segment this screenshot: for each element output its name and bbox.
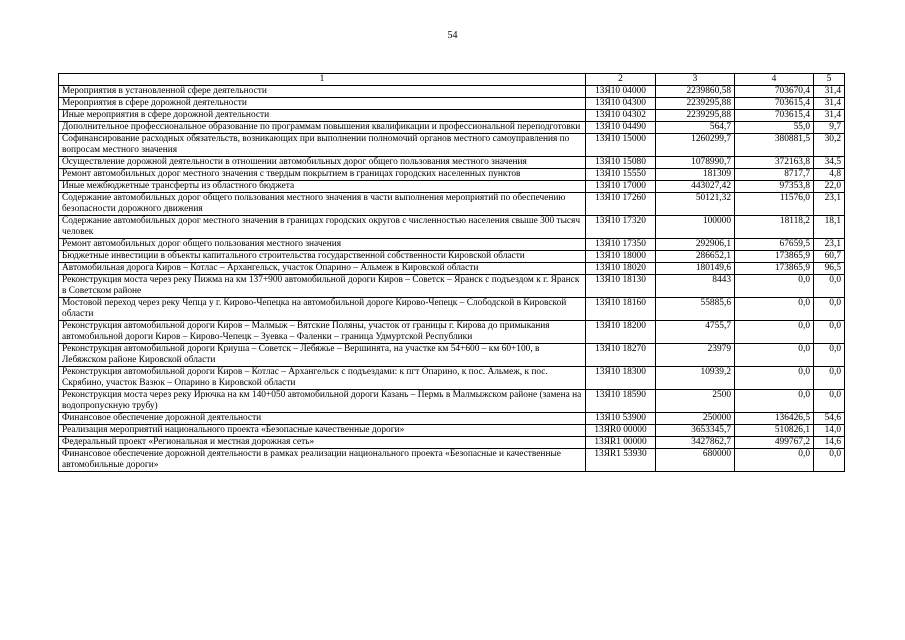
row-name-cell: Автомобильная дорога Киров – Котлас – Архангельск, участок Опарино – Альмеж в Кировской области (59, 263, 586, 275)
row-plan-cell: 2239860,58 (656, 86, 735, 98)
row-percent-cell: 96,5 (814, 263, 845, 275)
row-code-cell: 13Я10 18300 (586, 367, 656, 390)
row-percent-cell: 0,0 (814, 275, 845, 298)
row-fact-cell: 0,0 (735, 298, 814, 321)
table-row (59, 122, 845, 134)
table-row (59, 193, 845, 216)
row-fact-cell: 0,0 (735, 344, 814, 367)
row-name-cell: Реконструкция моста через реку Пижма на км 137+900 автомобильной дороги Киров – Советск – Яранск с подъездом к г. Яранск в Советском районе (59, 275, 586, 298)
row-name-cell: Бюджетные инвестиции в объекты капитального строительства государственной собственности Кировской области (59, 251, 586, 263)
row-percent-cell: 0,0 (814, 390, 845, 413)
row-name-cell: Федеральный проект «Региональная и местная дорожная сеть» (59, 437, 586, 449)
table-row (59, 344, 845, 367)
row-code-cell: 13Я10 18000 (586, 251, 656, 263)
row-name-cell: Содержание автомобильных дорог общего пользования местного значения в части выполнения мероприятий по обеспечению безопасности дорожного движения (59, 193, 586, 216)
row-percent-cell: 23,1 (814, 239, 845, 251)
table-row (59, 169, 845, 181)
row-percent-cell: 22,0 (814, 181, 845, 193)
row-fact-cell: 703615,4 (735, 98, 814, 110)
row-name-cell: Иные межбюджетные трансферты из областного бюджета (59, 181, 586, 193)
table-row (59, 298, 845, 321)
row-fact-cell: 0,0 (735, 390, 814, 413)
row-plan-cell: 680000 (656, 449, 735, 472)
row-code-cell: 13ЯR1 53930 (586, 449, 656, 472)
table-row (59, 134, 845, 157)
row-code-cell: 13Я10 17000 (586, 181, 656, 193)
row-fact-cell: 0,0 (735, 449, 814, 472)
row-plan-cell: 564,7 (656, 122, 735, 134)
row-code-cell: 13Я10 18160 (586, 298, 656, 321)
header-row (59, 74, 845, 86)
row-code-cell: 13Я10 04302 (586, 110, 656, 122)
row-percent-cell: 9,7 (814, 122, 845, 134)
row-code-cell: 13Я10 18270 (586, 344, 656, 367)
row-name-cell: Ремонт автомобильных дорог общего пользования местного значения (59, 239, 586, 251)
row-code-cell: 13Я10 18200 (586, 321, 656, 344)
row-code-cell: 13Я10 04000 (586, 86, 656, 98)
row-name-cell: Содержание автомобильных дорог местного значения в границах городских округов с численностью населения свыше 300 тысяч человек (59, 216, 586, 239)
row-name-cell: Мероприятия в установленной сфере деятельности (59, 86, 586, 98)
row-percent-cell: 18,1 (814, 216, 845, 239)
row-plan-cell: 2239295,88 (656, 98, 735, 110)
row-plan-cell: 250000 (656, 413, 735, 425)
table-row (59, 367, 845, 390)
header-cell: 1 (59, 74, 586, 86)
table-row (59, 275, 845, 298)
budget-table (58, 73, 845, 472)
row-plan-cell: 1078990,7 (656, 157, 735, 169)
row-fact-cell: 8717,7 (735, 169, 814, 181)
row-code-cell: 13Я10 17320 (586, 216, 656, 239)
row-name-cell: Финансовое обеспечение дорожной деятельности (59, 413, 586, 425)
row-plan-cell: 4755,7 (656, 321, 735, 344)
table-body (59, 74, 845, 472)
row-percent-cell: 0,0 (814, 321, 845, 344)
row-percent-cell: 4,8 (814, 169, 845, 181)
row-name-cell: Реконструкция автомобильной дороги Киров – Малмыж – Вятские Поляны, участок от границы г. Кирова до примыкания автомобильной дороги Киров – Кирово-Чепецк – Зуевка – Фаленки – граница Удмуртской Республики (59, 321, 586, 344)
table-row (59, 181, 845, 193)
row-code-cell: 13ЯR0 00000 (586, 425, 656, 437)
row-fact-cell: 67659,5 (735, 239, 814, 251)
table-row (59, 251, 845, 263)
row-name-cell: Дополнительное профессиональное образование по программам повышения квалификации и профессиональной переподготовки (59, 122, 586, 134)
row-fact-cell: 703615,4 (735, 110, 814, 122)
row-code-cell: 13Я10 15000 (586, 134, 656, 157)
row-plan-cell: 100000 (656, 216, 735, 239)
row-code-cell: 13Я10 17350 (586, 239, 656, 251)
row-fact-cell: 380881,5 (735, 134, 814, 157)
row-percent-cell: 31,4 (814, 86, 845, 98)
header-cell: 3 (656, 74, 735, 86)
row-percent-cell: 14,0 (814, 425, 845, 437)
row-name-cell: Мероприятия в сфере дорожной деятельности (59, 98, 586, 110)
row-fact-cell: 18118,2 (735, 216, 814, 239)
table-row (59, 321, 845, 344)
row-code-cell: 13Я10 04300 (586, 98, 656, 110)
row-name-cell: Мостовой переход через реку Чепца у г. Кирово-Чепецка на автомобильной дороге Кирово-Чепецк – Слободской в Кировской области (59, 298, 586, 321)
row-fact-cell: 55,0 (735, 122, 814, 134)
row-code-cell: 13Я10 17260 (586, 193, 656, 216)
row-fact-cell: 0,0 (735, 321, 814, 344)
row-name-cell: Реконструкция моста через реку Ирючка на км 140+050 автомобильной дороги Казань – Пермь в Малмыжском районе (замена на водопропускную трубу) (59, 390, 586, 413)
row-percent-cell: 30,2 (814, 134, 845, 157)
table-row (59, 425, 845, 437)
row-code-cell: 13Я10 18590 (586, 390, 656, 413)
row-plan-cell: 443027,42 (656, 181, 735, 193)
row-plan-cell: 3653345,7 (656, 425, 735, 437)
table-row (59, 413, 845, 425)
row-plan-cell: 181309 (656, 169, 735, 181)
table-row (59, 98, 845, 110)
row-plan-cell: 55885,6 (656, 298, 735, 321)
row-code-cell: 13Я10 18130 (586, 275, 656, 298)
row-fact-cell: 703670,4 (735, 86, 814, 98)
table-row (59, 437, 845, 449)
table-row (59, 86, 845, 98)
row-fact-cell: 0,0 (735, 367, 814, 390)
row-plan-cell: 292906,1 (656, 239, 735, 251)
row-fact-cell: 0,0 (735, 275, 814, 298)
header-cell: 2 (586, 74, 656, 86)
row-fact-cell: 11576,0 (735, 193, 814, 216)
row-percent-cell: 54,6 (814, 413, 845, 425)
table-row (59, 263, 845, 275)
table-row (59, 390, 845, 413)
row-name-cell: Реконструкция автомобильной дороги Киров – Котлас – Архангельск с подъездами: к пгт Опарино, к пос. Альмеж, к пос. Скрябино, участок Вазюк – Опарино в Кировской области (59, 367, 586, 390)
row-percent-cell: 31,4 (814, 98, 845, 110)
row-code-cell: 13Я10 18020 (586, 263, 656, 275)
row-plan-cell: 3427862,7 (656, 437, 735, 449)
row-code-cell: 13Я10 15080 (586, 157, 656, 169)
row-plan-cell: 286652,1 (656, 251, 735, 263)
row-fact-cell: 173865,9 (735, 263, 814, 275)
row-fact-cell: 499767,2 (735, 437, 814, 449)
row-code-cell: 13Я10 15550 (586, 169, 656, 181)
row-percent-cell: 0,0 (814, 298, 845, 321)
row-code-cell: 13ЯR1 00000 (586, 437, 656, 449)
row-name-cell: Реконструкция автомобильной дороги Криуша – Советск – Лебяжье – Вершинята, на участке км 54+600 – км 60+100, в Лебяжском районе Кировской области (59, 344, 586, 367)
row-percent-cell: 0,0 (814, 367, 845, 390)
row-fact-cell: 136426,5 (735, 413, 814, 425)
table-row (59, 449, 845, 472)
row-plan-cell: 2500 (656, 390, 735, 413)
row-plan-cell: 10939,2 (656, 367, 735, 390)
row-name-cell: Реализация мероприятий национального проекта «Безопасные качественные дороги» (59, 425, 586, 437)
row-fact-cell: 173865,9 (735, 251, 814, 263)
table-row (59, 157, 845, 169)
row-name-cell: Иные мероприятия в сфере дорожной деятельности (59, 110, 586, 122)
row-code-cell: 13Я10 04490 (586, 122, 656, 134)
row-percent-cell: 31,4 (814, 110, 845, 122)
table-row (59, 216, 845, 239)
header-cell: 4 (735, 74, 814, 86)
row-percent-cell: 0,0 (814, 344, 845, 367)
row-plan-cell: 50121,32 (656, 193, 735, 216)
table-row (59, 110, 845, 122)
row-plan-cell: 2239295,88 (656, 110, 735, 122)
row-plan-cell: 23979 (656, 344, 735, 367)
row-fact-cell: 372163,8 (735, 157, 814, 169)
row-name-cell: Софинансирование расходных обязательств, возникающих при выполнении полномочий органов местного самоуправления по вопросам местного значения (59, 134, 586, 157)
row-plan-cell: 1260299,7 (656, 134, 735, 157)
table-row (59, 239, 845, 251)
row-percent-cell: 0,0 (814, 449, 845, 472)
row-name-cell: Ремонт автомобильных дорог местного значения с твердым покрытием в границах городских населенных пунктов (59, 169, 586, 181)
row-plan-cell: 180149,6 (656, 263, 735, 275)
row-name-cell: Осуществление дорожной деятельности в отношении автомобильных дорог общего пользования местного значения (59, 157, 586, 169)
row-percent-cell: 23,1 (814, 193, 845, 216)
row-name-cell: Финансовое обеспечение дорожной деятельности в рамках реализации национального проекта «Безопасные и качественные автомобильные дороги» (59, 449, 586, 472)
row-fact-cell: 97353,8 (735, 181, 814, 193)
row-code-cell: 13Я10 53900 (586, 413, 656, 425)
row-percent-cell: 34,5 (814, 157, 845, 169)
header-cell: 5 (814, 74, 845, 86)
row-percent-cell: 60,7 (814, 251, 845, 263)
row-fact-cell: 510826,1 (735, 425, 814, 437)
row-plan-cell: 8443 (656, 275, 735, 298)
page-number: 54 (447, 30, 458, 41)
row-percent-cell: 14,6 (814, 437, 845, 449)
